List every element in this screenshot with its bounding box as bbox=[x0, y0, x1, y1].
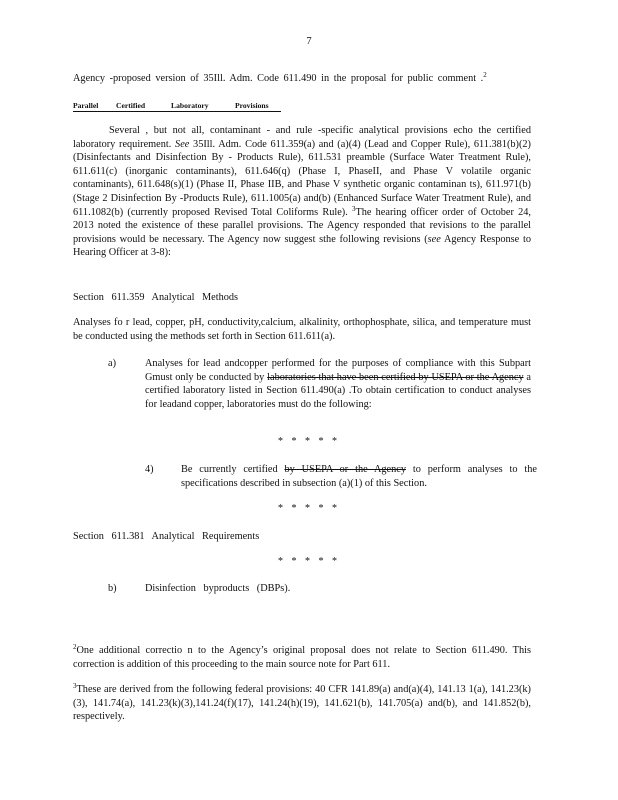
item-label-4: 4) bbox=[145, 464, 154, 475]
para1-part-b: 35Ill. Adm. Code 611.359(a) and (a)(4) (Lead and Copper Rule), 611.381(b)(2) (Disinfectants and Disinfection By - Products Rule), 611.531 preamble (Surface Water Treatment Rule), 611.611(c) (inorganic contaminants), 611.646(q) (Phase I, PhaseII, and Phase V volatile organic contaminants), 611.648(s)(1) (Phase II, Phase IIB, and Phase V synthetic organic contaminan ts), 611.971(b) (Stage 2 Disinfection By -Products Rule), 611.1005(a) and(b) (Enhanced Surface Water Treatment Rule), and 611.1082(b) (currently proposed Revised Total Coliforms Rule). bbox=[73, 138, 531, 218]
heading-word-1: Parallel bbox=[73, 101, 99, 110]
item-b-text: Disinfection byproducts (DBPs). bbox=[145, 583, 291, 594]
item-4-text-2: to perform analyses to the specifications described in subsection (a)(1) of this Section. bbox=[181, 464, 537, 489]
para1-part-c: The hearing officer order of October 24, 2013 noted the existence of these parallel provisions. The Agency responded that revisions to the parallel provisions would be necessary. The Agency now suggest sthe following revisions ( bbox=[73, 206, 531, 245]
footnote-ref-2: 2 bbox=[483, 71, 487, 79]
item-4-text-1: Be currently certified bbox=[181, 464, 278, 475]
see-signal-2: see bbox=[427, 233, 441, 245]
intro-line bbox=[73, 72, 533, 86]
section-heading-parallel-certified-laboratory bbox=[73, 101, 281, 112]
heading-word-4: Provisions bbox=[235, 101, 269, 110]
item-label-b: b) bbox=[108, 583, 117, 594]
item-4-struck-text: by USEPA or the Agency bbox=[284, 464, 406, 475]
page-number: 7 bbox=[306, 36, 312, 47]
footnote-3-text: These are derived from the following federal provisions: 40 CFR 141.89(a) and(a)(4), 141.13 1(a), 141.23(k)(3), 141.74(a), 141.23(k)(3),141.24(f)(17), 141.24(h)(19), 141.621(b), 141.705(a) and(b), and 141.852(b), respectively. bbox=[73, 684, 531, 723]
para1-part-d: Agency Response to Hearing Officer at 3-8): bbox=[73, 233, 531, 259]
heading-word-3: Laboratory bbox=[171, 101, 209, 110]
section-611-359-title: Section 611.359 Analytical Methods bbox=[73, 292, 239, 303]
see-signal: See bbox=[175, 138, 190, 150]
footnote-2 bbox=[73, 644, 531, 671]
footnote-ref-3: 3 bbox=[351, 204, 356, 213]
omission-stars-3: * * * * * bbox=[278, 556, 340, 567]
item-4-text bbox=[181, 463, 537, 490]
intro-line-text: Agency -proposed version of 35Ill. Adm. Code 611.490 in the proposal for public comment . bbox=[73, 73, 484, 84]
footnote-2-text: One additional correctio n to the Agency’s original proposal does not relate to Section 611.490. This correction is addition of this proceeding to the main source note for Part 611. bbox=[73, 645, 531, 670]
omission-stars-2: * * * * * bbox=[278, 503, 340, 514]
para1-part-a: Several , but not all, contaminant - and rule -specific analytical provisions echo the certified laboratory requirement. bbox=[73, 125, 531, 150]
item-a-text-2: a certified laboratory listed in Section 611.490(a) .To obtain certification to conduct analyses for leadand copper, laboratories must do the following: bbox=[145, 371, 531, 410]
heading-word-2: Certified bbox=[116, 101, 146, 110]
item-a-struck-text: laboratories that have been certified by USEPA or the Agency bbox=[267, 371, 524, 383]
item-a-text bbox=[145, 357, 531, 411]
section-611-381-title: Section 611.381 Analytical Requirements bbox=[73, 531, 260, 542]
item-a-text-1: Analyses for lead andcopper performed for the purposes of compliance with this Subpart Gmust only be conducted by bbox=[145, 358, 531, 383]
paragraph-parallel-provisions bbox=[73, 124, 531, 260]
item-label-a: a) bbox=[108, 358, 116, 369]
section-611-359-body: Analyses fo r lead, copper, pH, conductivity,calcium, alkalinity, orthophosphate, silica, and temperature must be conducted using the methods set forth in Section 611.611(a). bbox=[73, 317, 531, 342]
omission-stars-1: * * * * * bbox=[278, 436, 340, 447]
footnote-3 bbox=[73, 683, 531, 724]
footnote-3-mark: 3 bbox=[73, 682, 77, 690]
footnote-2-mark: 2 bbox=[73, 643, 77, 651]
